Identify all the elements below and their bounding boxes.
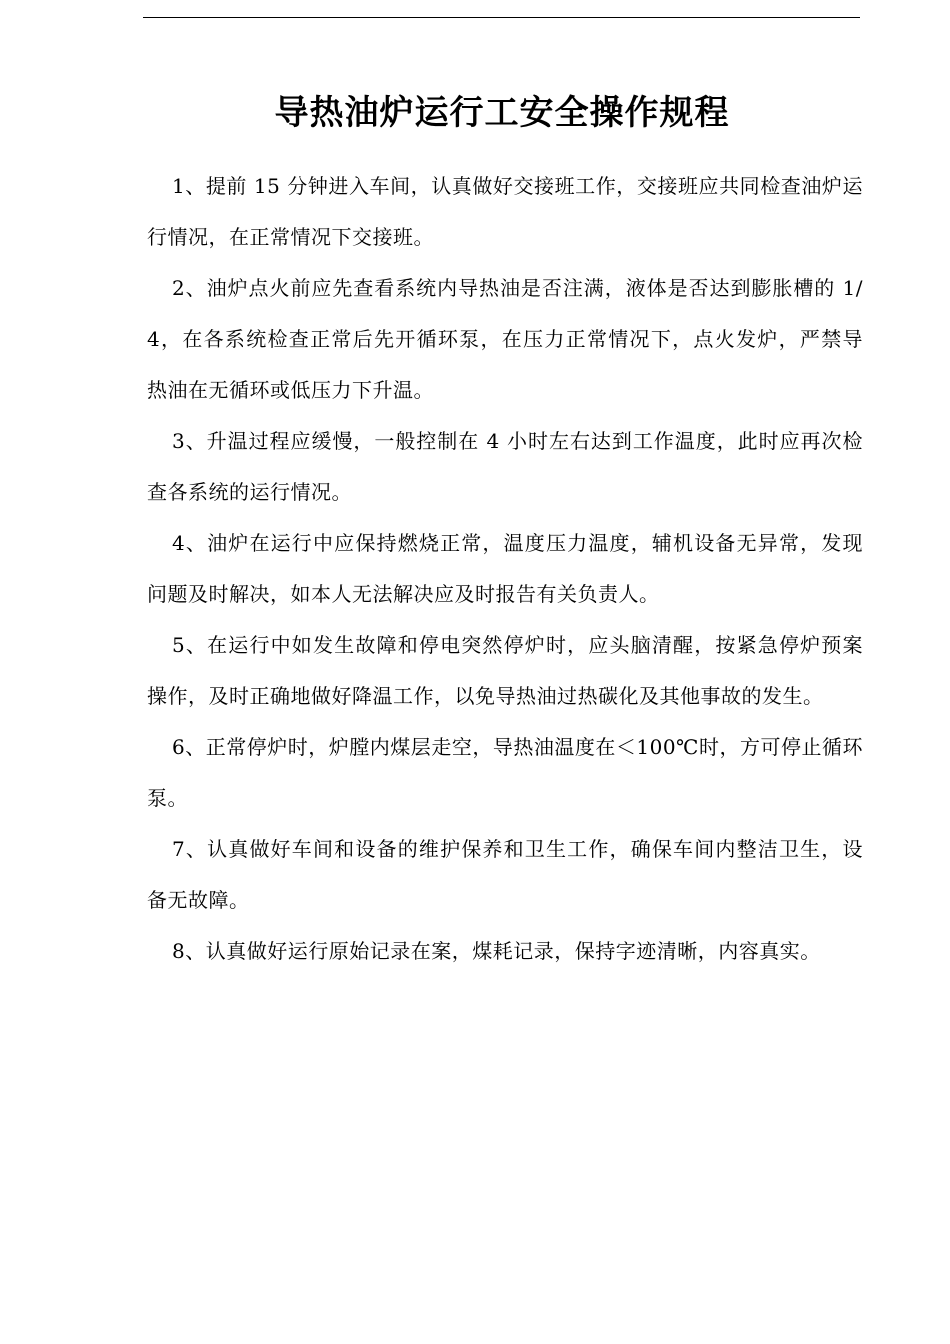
clause-3: 3、升温过程应缓慢，一般控制在 4 小时左右达到工作温度，此时应再次检 查各系统的运行情况。	[147, 429, 863, 504]
header-rule	[143, 17, 860, 18]
clause-2: 2、油炉点火前应先查看系统内导热油是否注满，液体是否达到膨胀槽的 1/4，在各系统检查正常后先开循环泵，在压力正常情况下，点火发炉，严禁导 热油在无循环或低压力下升温。	[147, 276, 863, 402]
clause-1: 1、提前 15 分钟进入车间，认真做好交接班工作，交接班应共同检查油炉运 行情况，在正常情况下交接班。	[147, 174, 863, 249]
clause-4: 4、油炉在运行中应保持燃烧正常，温度压力温度，辅机设备无异常，发现 问题及时解决，如本人无法解决应及时报告有关负责人。	[147, 531, 863, 606]
clause-6: 6、正常停炉时，炉膛内煤层走空，导热油温度在＜100℃时，方可停止循环泵。	[147, 735, 863, 810]
document-title: 导热油炉运行工安全操作规程	[274, 93, 730, 133]
document-body	[147, 161, 863, 977]
clause-8: 8、认真做好运行原始记录在案，煤耗记录，保持字迹清晰，内容真实。	[172, 939, 821, 963]
clause-7: 7、认真做好车间和设备的维护保养和卫生工作，确保车间内整洁卫生，设 备无故障。	[147, 837, 863, 912]
clause-5: 5、在运行中如发生故障和停电突然停炉时，应头脑清醒，按紧急停炉预案 操作，及时正确地做好降温工作，以免导热油过热碳化及其他事故的发生。	[147, 633, 863, 708]
